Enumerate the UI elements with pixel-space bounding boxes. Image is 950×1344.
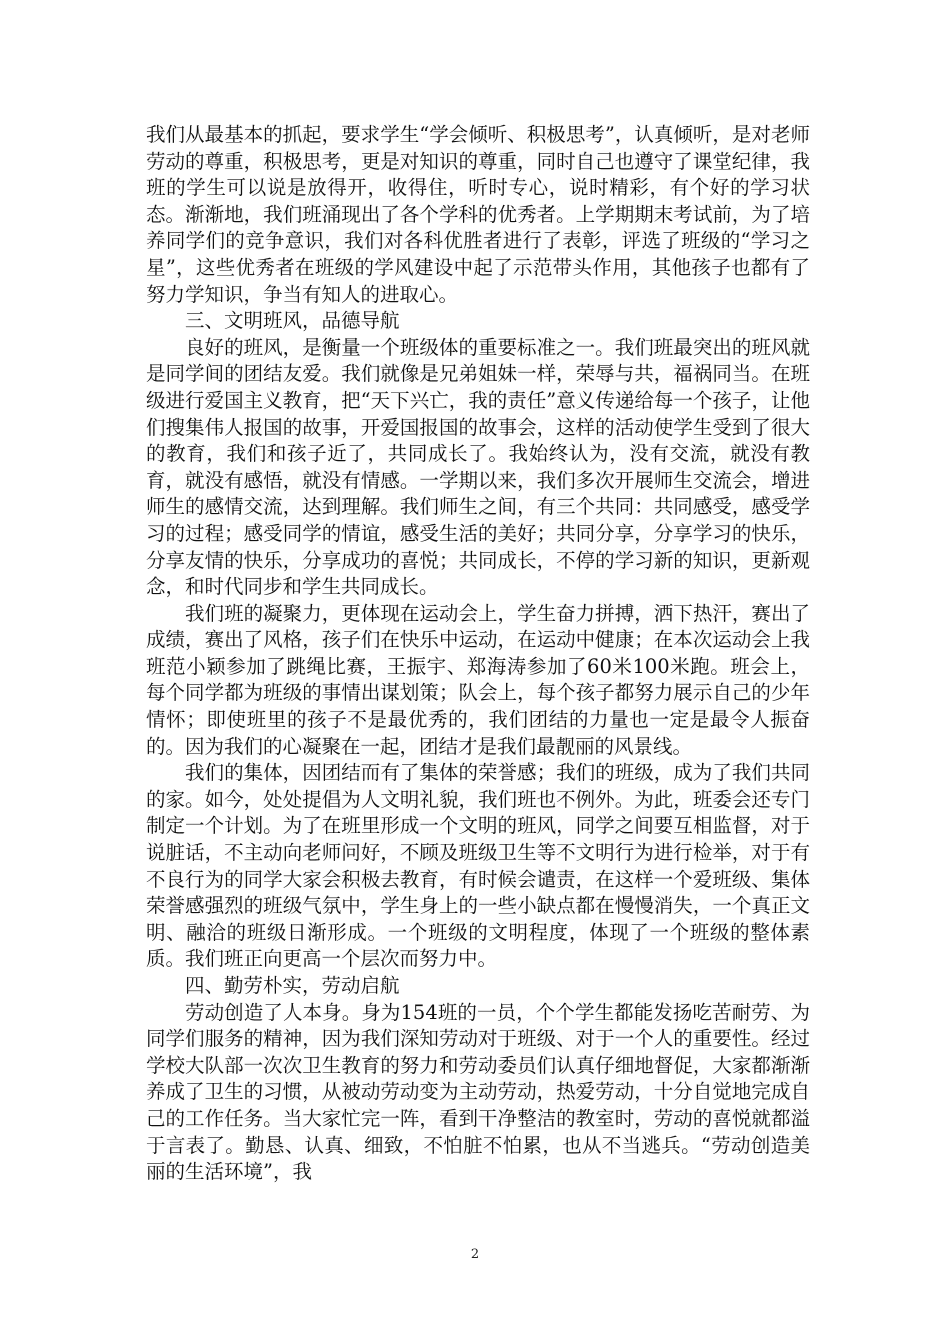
paragraph-continuation: 我们从最基本的抓起，要求学生“学会倾听、积极思考”，认真倾听，是对老师劳动的尊重，积极思考，更是对知识的尊重，同时自己也遵守了课堂纪律，我班的学生可以说是放得开，收得住，听时专心，说时精彩，有个好的学习状态。渐渐地，我们班涌现出了各个学科的优秀者。上学期期末考试前，为了培养同学们的竞争意识，我们对各科优胜者进行了表彰，评选了班级的“学习之星”，这些优秀者在班级的学风建设中起了示范带头作用，其他孩子也都有了努力学知识，争当有知人的进取心。 [146, 123, 810, 306]
paragraph-labor: 劳动创造了人本身。身为154班的一员，个个学生都能发扬吃苦耐劳、为同学们服务的精神，因为我们深知劳动对于班级、对于一个人的重要性。经过学校大队部一次次卫生教育的努力和劳动委员们认真仔细地督促，大家都渐渐养成了卫生的习惯，从被动劳动变为主动劳动，热爱劳动，十分自觉地完成自己的工作任务。当大家忙完一阵，看到干净整洁的教室时，劳动的喜悦就都溢于言表了。勤恳、认真、细致，不怕脏不怕累，也从不当逃兵。“劳动创造美丽的生活环境”，我 [146, 1000, 810, 1184]
paragraph-class-style: 良好的班风，是衡量一个班级体的重要标准之一。我们班最突出的班风就是同学间的团结友爱。我们就像是兄弟姐妹一样，荣辱与共，福祸同当。在班级进行爱国主义教育，把“天下兴亡，我的责任”意义传递给每一个孩子，让他们搜集伟人报国的故事，开爱国报国的故事会，这样的活动使学生受到了很大的教育，我们和孩子近了，共同成长了。我始终认为，没有交流，就没有教育，就没有感悟，就没有情感。一学期以来，我们多次开展师生交流会，增进师生的感情交流，达到理解。我们师生之间，有三个共同：共同感受，感受学习的过程；感受同学的情谊，感受生活的美好；共同分享，分享学习的快乐，分享友情的快乐，分享成功的喜悦；共同成长，不停的学习新的知识，更新观念，和时代同步和学生共同成长。 [146, 335, 810, 599]
paragraph-cohesion: 我们班的凝聚力，更体现在运动会上，学生奋力拼搏，洒下热汗，赛出了成绩，赛出了风格，孩子们在快乐中运动，在运动中健康；在本次运动会上我班范小颖参加了跳绳比赛，王振宇、郑海涛参加了60米100米跑。班会上，每个同学都为班级的事情出谋划策；队会上，每个孩子都努力展示自己的少年情怀；即使班里的孩子不是最优秀的，我们团结的力量也一定是最令人振奋的。因为我们的心凝聚在一起，团结才是我们最靓丽的风景线。 [146, 601, 810, 758]
section-heading-3: 三、文明班风，品德导航 [185, 309, 400, 333]
document-body [146, 122, 810, 1186]
paragraph-collective: 我们的集体，因团结而有了集体的荣誉感；我们的班级，成为了我们共同的家。如今，处处提倡为人文明礼貌，我们班也不例外。为此，班委会还专门制定一个计划。为了在班里形成一个文明的班风，同学之间要互相监督，对于说脏话，不主动向老师问好，不顾及班级卫生等不文明行为进行检举，对于有不良行为的同学大家会积极去教育，有时候会谴责，在这样一个爱班级、集体荣誉感强烈的班级气氛中，学生身上的一些小缺点都在慢慢消失，一个真正文明、融洽的班级日渐形成。一个班级的文明程度，体现了一个班级的整体素质。我们班正向更高一个层次而努力中。 [146, 761, 810, 971]
section-heading-4: 四、勤劳朴实，劳动启航 [185, 974, 400, 997]
page-number: 2 [470, 1247, 480, 1262]
